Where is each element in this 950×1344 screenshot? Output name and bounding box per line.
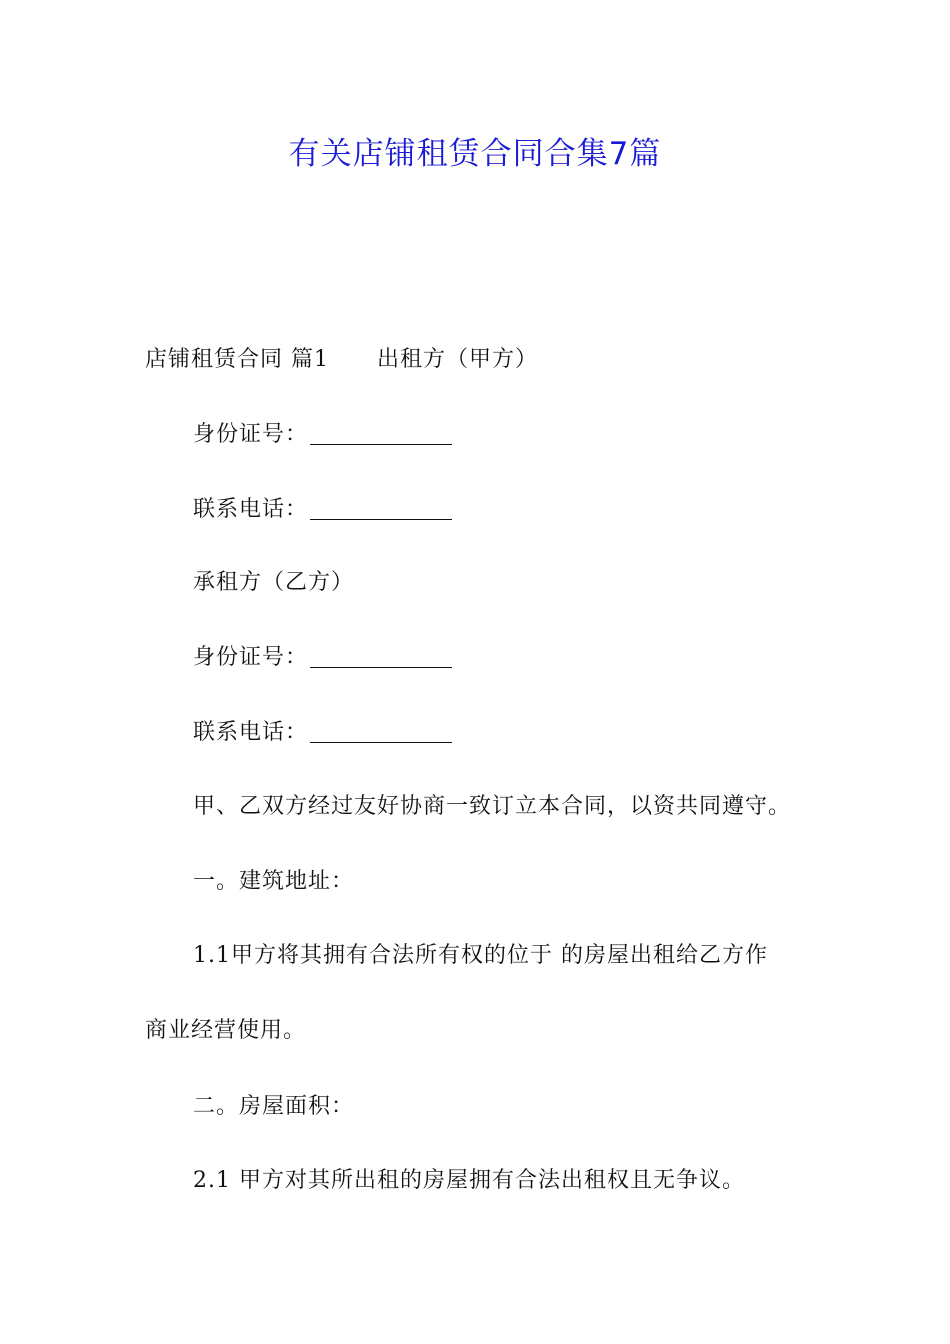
lessee-label: 承租方（乙方） [193,570,355,595]
clause-2-1: 2.1 甲方对其所出租的房屋拥有合法出租权且无争议。 [193,1168,745,1193]
lessor-id-label: 身份证号： [193,422,309,447]
section-2-title: 二。房屋面积： [193,1094,355,1119]
contract-heading-line [145,345,538,375]
lessor-phone-line [193,495,452,525]
lessor-label: 出租方（甲方） [377,347,539,372]
lessor-id-line [193,420,452,450]
lessee-id-line [193,643,452,673]
lessee-phone-line [193,718,452,748]
lessor-phone-label: 联系电话： [193,497,309,522]
lessee-id-label: 身份证号： [193,645,309,670]
clause-1-1-line-1: 1.1甲方将其拥有合法所有权的位于 的房屋出租给乙方作 [193,943,768,968]
document-title: 有关店铺租赁合同合集7篇 [288,136,662,172]
lessee-phone-label: 联系电话： [193,720,309,745]
clause-1-1-line-2: 商业经营使用。 [145,1018,307,1043]
lessor-phone-blank [310,497,452,520]
lessor-id-blank [310,422,452,445]
intro-paragraph: 甲、乙双方经过友好协商一致订立本合同，以资共同遵守。 [193,794,792,819]
contract-heading: 店铺租赁合同 篇1 [145,347,329,372]
lessee-phone-blank [310,720,452,743]
section-1-title: 一。建筑地址： [193,869,355,894]
lessee-id-blank [310,645,452,668]
